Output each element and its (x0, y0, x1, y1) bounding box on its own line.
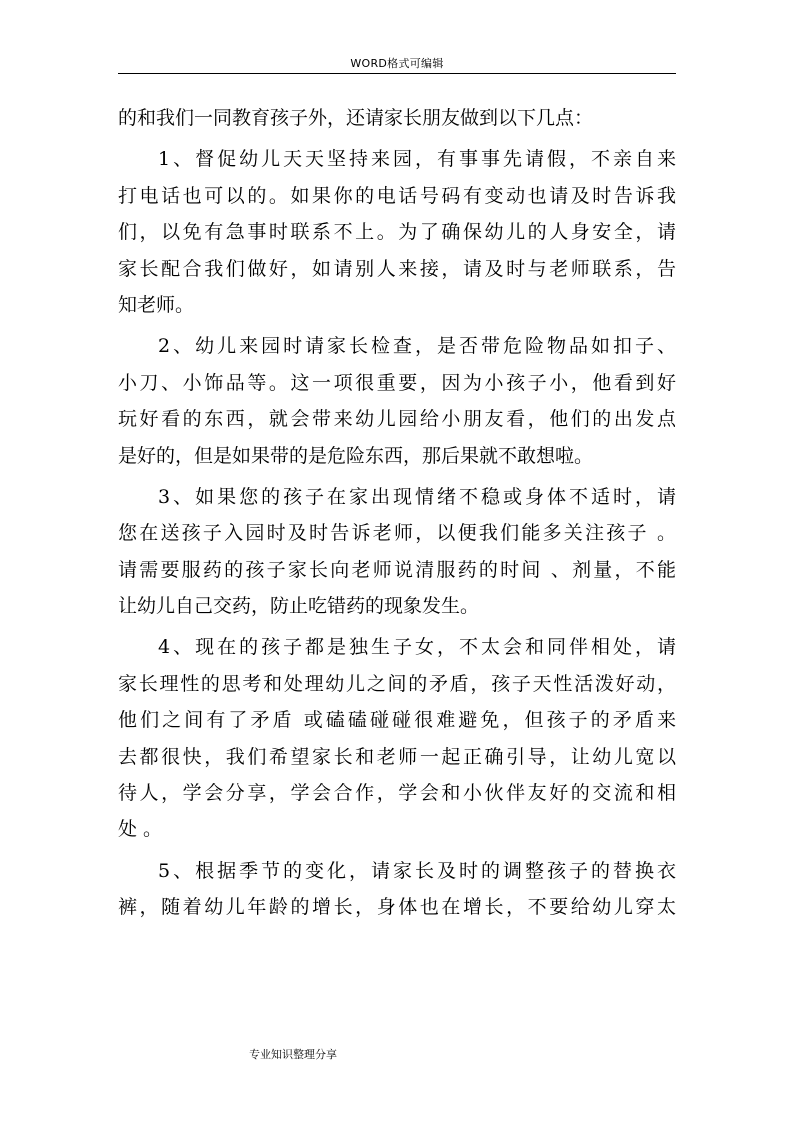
text-line: 玩好看的东西，就会带来幼儿园给小朋友看，他们的出发点 (118, 408, 676, 431)
paragraph (118, 479, 676, 625)
text-line: 您在送孩子入园时及时告诉老师，以便我们能多关注孩子 。 (118, 522, 676, 545)
text-line: 5、根据季节的变化，请家长及时的调整孩子的替换衣 (158, 859, 676, 882)
text-line: 小刀、小饰品等。这一项很重要，因为小孩子小，他看到好 (118, 371, 676, 394)
text-line: 家长理性的思考和处理幼儿之间的矛盾，孩子天性活泼好动， (118, 672, 676, 695)
header-divider (118, 73, 676, 74)
text-line: 处 。 (118, 818, 163, 841)
text-line: 2、幼儿来园时请家长检查，是否带危险物品如扣子、 (158, 335, 676, 358)
text-line: 他们之间有了矛盾 或磕磕碰碰很难避免，但孩子的矛盾来 (118, 709, 676, 732)
text-line: 知老师。 (118, 293, 195, 316)
text-line: 去都很快，我们希望家长和老师一起正确引导，让幼儿宽以 (118, 745, 676, 768)
text-line: 3、如果您的孩子在家出现情绪不稳或身体不适时，请 (158, 485, 676, 508)
text-line: 1、督促幼儿天天坚持来园，有事事先请假，不亲自来 (158, 148, 676, 171)
paragraph (118, 141, 676, 323)
text-line: 4、现在的孩子都是独生子女，不太会和同伴相处，请 (158, 636, 676, 659)
page-header-text: WORD格式可编辑 (350, 57, 444, 70)
text-line: 待人，学会分享，学会合作，学会和小伙伴友好的交流和相 (118, 782, 676, 805)
text-line: 们，以免有急事时联系不上。为了确保幼儿的人身安全，请 (118, 221, 676, 244)
paragraph (118, 629, 676, 847)
text-line: 裤，随着幼儿年龄的增长，身体也在增长，不要给幼儿穿太 (118, 896, 676, 919)
text-line: 家长配合我们做好，如请别人来接，请及时与老师联系，告 (118, 257, 676, 280)
text-line: 的和我们一同教育孩子外，还请家长朋友做到以下几点： (118, 107, 594, 129)
text-line: 打电话也可以的。如果你的电话号码有变动也请及时告诉我 (118, 184, 676, 207)
text-line: 是好的，但是如果带的是危险东西，那后果就不敢想啦。 (118, 444, 594, 467)
paragraph (118, 100, 676, 136)
text-line: 请需要服药的孩子家长向老师说清服药的时间 、剂量，不能 (118, 558, 676, 581)
paragraph (118, 853, 676, 926)
paragraph (118, 328, 676, 474)
page-footer-text: 专业知识整理分享 (249, 1048, 337, 1061)
text-line: 让幼儿自己交药，防止吃错药的现象发生。 (118, 595, 480, 618)
document-body (118, 100, 676, 926)
